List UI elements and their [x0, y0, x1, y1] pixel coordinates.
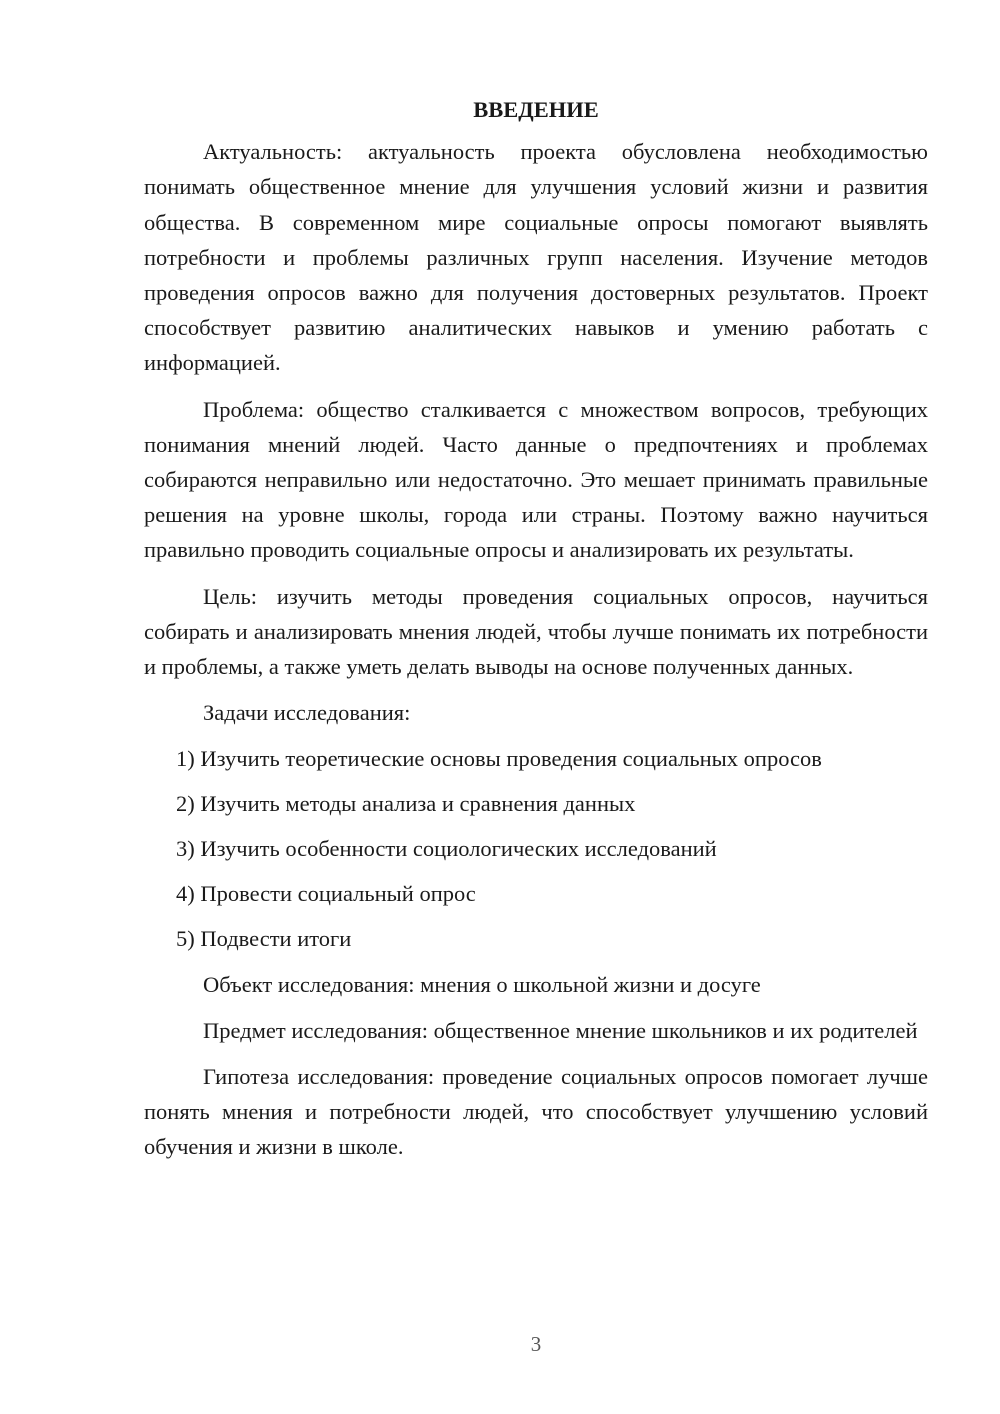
task-item: 2) Изучить методы анализа и сравнения данных — [176, 791, 636, 817]
paragraph-subject: Предмет исследования: общественное мнение школьников и их родителей — [203, 1017, 918, 1043]
paragraph-relevance: Актуальность: актуальность проекта обусловлена необходимостью понимать общественное мнение для улучшения условий жизни и развития общества. В современном мире социальные опросы помогают выявлять потребности и проблемы различных групп населения. Изучение методов проведения опросов важно для получения достоверных результатов. Проект способствует развитию аналитических навыков и умению работать с информацией. — [144, 139, 928, 376]
paragraph-object: Объект исследования: мнения о школьной жизни и досуге — [203, 971, 761, 997]
task-item: 3) Изучить особенности социологических исследований — [176, 836, 717, 862]
paragraph-goal: Цель: изучить методы проведения социальных опросов, научиться собирать и анализировать мнения людей, чтобы лучше понимать их потребности и проблемы, а также уметь делать выводы на основе полученных данных. — [144, 583, 928, 680]
page-number: 3 — [530, 1332, 542, 1356]
document-page — [144, 92, 928, 1176]
page-title: ВВЕДЕНИЕ — [473, 97, 599, 122]
task-item: 4) Провести социальный опрос — [176, 881, 476, 907]
tasks-heading: Задачи исследования: — [203, 700, 411, 726]
tasks-list — [144, 741, 928, 956]
task-item: 5) Подвести итоги — [176, 926, 352, 952]
task-item: 1) Изучить теоретические основы проведения социальных опросов — [176, 746, 822, 772]
paragraph-problem: Проблема: общество сталкивается с множеством вопросов, требующих понимания мнений людей. Часто данные о предпочтениях и проблемах собираются неправильно или недостаточно. Это мешает принимать правильные решения на уровне школы, города или страны. Поэтому важно научиться правильно проводить социальные опросы и анализировать их результаты. — [144, 396, 928, 563]
paragraph-hypothesis: Гипотеза исследования: проведение социальных опросов помогает лучше понять мнения и потребности людей, что способствует улучшению условий обучения и жизни в школе. — [144, 1064, 928, 1160]
